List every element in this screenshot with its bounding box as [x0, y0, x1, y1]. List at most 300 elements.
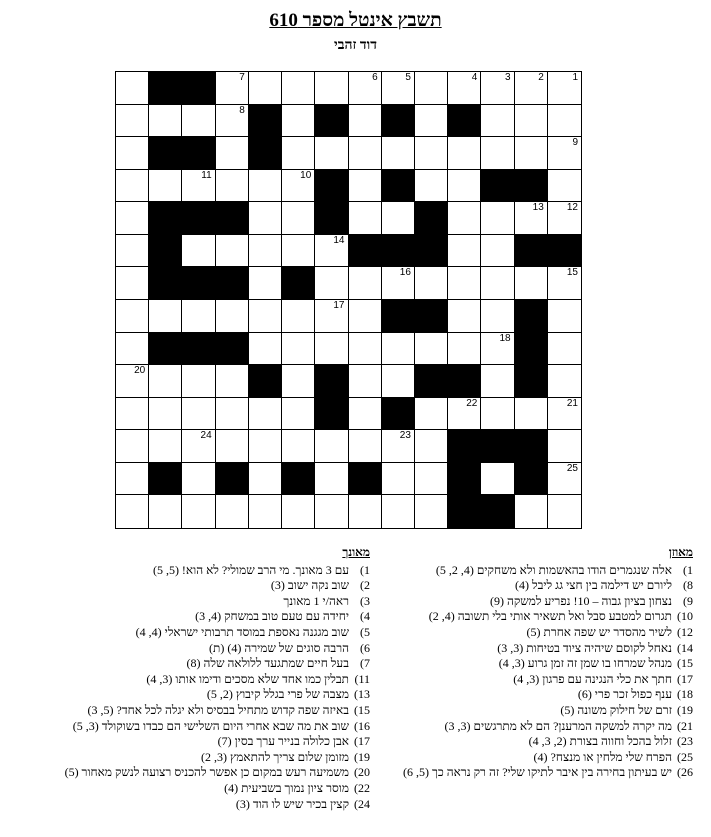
grid-cell[interactable] — [182, 398, 215, 431]
grid-cell[interactable] — [481, 105, 514, 138]
grid-cell[interactable] — [315, 267, 348, 300]
clue-number-label: 3) — [360, 593, 370, 608]
grid-cell[interactable] — [415, 105, 448, 138]
clue-text: שוב נקה ישוב (3) — [270, 578, 349, 593]
grid-cell[interactable] — [116, 430, 149, 463]
grid-cell[interactable] — [382, 72, 415, 105]
grid-cell[interactable] — [216, 300, 249, 333]
black-square — [315, 398, 348, 431]
grid-cell[interactable] — [548, 137, 581, 170]
clue-number: 1 — [572, 72, 578, 83]
black-square — [149, 202, 182, 235]
grid-cell[interactable] — [481, 235, 514, 268]
grid-cell[interactable] — [548, 430, 581, 463]
grid-cell[interactable] — [448, 267, 481, 300]
black-square — [448, 495, 481, 528]
down-clue — [48, 563, 370, 579]
clue-number-label: 11) — [354, 671, 370, 686]
clue-text: זלול בהכל וחווה בצורת (2, 3, 4) — [528, 734, 672, 749]
grid-cell[interactable] — [116, 495, 149, 528]
grid-cell[interactable] — [349, 105, 382, 138]
grid-cell[interactable] — [249, 72, 282, 105]
clue-number-label: 10) — [677, 609, 693, 624]
grid-cell[interactable] — [481, 365, 514, 398]
clue-number: 10 — [300, 169, 312, 181]
grid-cell[interactable] — [149, 495, 182, 528]
grid-cell[interactable] — [415, 333, 448, 366]
clue-text: משמיעה רעש במקום כן אפשר להכניס רצועה לנשק מאחור (5) — [64, 765, 349, 780]
grid-cell[interactable] — [216, 398, 249, 431]
grid-cell[interactable] — [315, 300, 348, 333]
across-clue — [375, 641, 693, 657]
grid-cell[interactable] — [349, 430, 382, 463]
clue-number: 22 — [466, 397, 478, 409]
black-square — [149, 137, 182, 170]
grid-cell[interactable] — [282, 333, 315, 366]
black-square — [182, 137, 215, 170]
clue-text: עם 3 מאונך. מי הרב שמולי? לא הוא! (5, 5) — [152, 562, 349, 577]
grid-cell[interactable] — [382, 202, 415, 235]
clue-number-label: 19) — [677, 702, 693, 717]
grid-cell[interactable] — [481, 300, 514, 333]
across-clue — [375, 687, 693, 703]
grid-cell[interactable] — [515, 495, 548, 528]
clue-number-label: 14) — [677, 640, 693, 655]
black-square — [249, 365, 282, 398]
grid-cell[interactable] — [182, 463, 215, 496]
clue-text: נאחל לקוסם שיהיה ציוד בטיחות (3, 3) — [497, 640, 672, 655]
black-square — [382, 300, 415, 333]
grid-cell[interactable] — [382, 137, 415, 170]
across-clues — [375, 545, 693, 781]
grid-cell[interactable] — [149, 398, 182, 431]
grid-cell[interactable] — [182, 430, 215, 463]
grid-cell[interactable] — [116, 267, 149, 300]
black-square — [382, 398, 415, 431]
black-square — [349, 235, 382, 268]
grid-cell[interactable] — [548, 398, 581, 431]
grid-cell[interactable] — [282, 137, 315, 170]
grid-cell[interactable] — [382, 365, 415, 398]
across-clue — [375, 594, 693, 610]
grid-cell[interactable] — [548, 267, 581, 300]
clue-text: יש בעיתון בחירה בין איבר לתיקו שלי? זה רק נראה כך (5, 6) — [402, 765, 672, 780]
grid-cell[interactable] — [349, 333, 382, 366]
grid-cell[interactable] — [282, 72, 315, 105]
down-clue — [48, 703, 370, 719]
grid-cell[interactable] — [481, 398, 514, 431]
clue-number: 8 — [239, 104, 245, 116]
clue-number-label: 8) — [683, 578, 693, 593]
grid-cell[interactable] — [282, 300, 315, 333]
grid-cell[interactable] — [249, 170, 282, 203]
grid-cell[interactable] — [481, 333, 514, 366]
black-square — [415, 300, 448, 333]
grid-cell[interactable] — [116, 170, 149, 203]
grid-cell[interactable] — [216, 235, 249, 268]
down-clue — [48, 734, 370, 750]
grid-cell[interactable] — [216, 137, 249, 170]
puzzle-author: דוד זהבי — [334, 38, 377, 53]
grid-cell[interactable] — [249, 398, 282, 431]
across-clue — [375, 703, 693, 719]
grid-cell[interactable] — [182, 170, 215, 203]
across-clue — [375, 765, 693, 781]
clue-number-label: 2) — [360, 578, 370, 593]
down-heading: מאונך — [342, 545, 370, 559]
black-square — [481, 495, 514, 528]
grid-cell[interactable] — [515, 105, 548, 138]
grid-cell[interactable] — [282, 202, 315, 235]
black-square — [249, 105, 282, 138]
clue-text: יחידה עם טעם טוב במשחק (4, 3) — [195, 609, 349, 624]
black-square — [515, 235, 548, 268]
down-clue-list — [48, 563, 370, 813]
grid-cell[interactable] — [216, 495, 249, 528]
grid-cell[interactable] — [149, 105, 182, 138]
black-square — [448, 463, 481, 496]
clue-number: 11 — [201, 169, 212, 181]
grid-cell[interactable] — [382, 267, 415, 300]
black-square — [182, 267, 215, 300]
grid-cell[interactable] — [315, 495, 348, 528]
clue-number-label: 19) — [354, 749, 370, 764]
clue-number: 18 — [499, 332, 511, 344]
grid-cell[interactable] — [282, 170, 315, 203]
black-square — [149, 267, 182, 300]
black-square — [149, 235, 182, 268]
grid-cell[interactable] — [415, 430, 448, 463]
clue-text: מנהל שמרחו בו שמן זה זמן גרוע (3, 4) — [498, 656, 672, 671]
grid-cell[interactable] — [515, 267, 548, 300]
grid-cell[interactable] — [249, 267, 282, 300]
grid-cell[interactable] — [448, 137, 481, 170]
black-square — [515, 365, 548, 398]
black-square — [548, 235, 581, 268]
clue-number: 15 — [566, 267, 578, 279]
grid-cell[interactable] — [282, 495, 315, 528]
grid-cell[interactable] — [349, 137, 382, 170]
clue-text: אלה שנגמרים הודו בהאשמות ולא משחקים (4, 2, 5) — [435, 562, 672, 577]
grid-cell[interactable] — [282, 430, 315, 463]
clue-text: זרם של חילוק משונה (5) — [560, 702, 672, 717]
grid-cell[interactable] — [415, 495, 448, 528]
grid-cell[interactable] — [415, 137, 448, 170]
clue-number: 3 — [505, 72, 511, 83]
black-square — [315, 105, 348, 138]
down-clue — [48, 578, 370, 594]
grid-cell[interactable] — [415, 267, 448, 300]
black-square — [515, 333, 548, 366]
clue-text: ליורם יש דילמה בין חצי גג ליבל (4) — [515, 578, 672, 593]
grid-cell[interactable] — [116, 300, 149, 333]
across-heading: מאוזן — [668, 545, 693, 559]
grid-cell[interactable] — [382, 333, 415, 366]
grid-cell[interactable] — [315, 333, 348, 366]
black-square — [415, 202, 448, 235]
clue-number-label: 4) — [360, 609, 370, 624]
grid-cell[interactable] — [349, 398, 382, 431]
grid-cell[interactable] — [249, 430, 282, 463]
grid-cell[interactable] — [116, 137, 149, 170]
grid-cell[interactable] — [282, 365, 315, 398]
grid-cell[interactable] — [182, 105, 215, 138]
down-clues — [48, 545, 370, 812]
grid-cell[interactable] — [382, 430, 415, 463]
grid-cell[interactable] — [415, 170, 448, 203]
grid-cell[interactable] — [548, 495, 581, 528]
grid-cell[interactable] — [481, 137, 514, 170]
clue-text: ענף כפול זכר פרי (6) — [577, 687, 672, 702]
grid-cell[interactable] — [216, 72, 249, 105]
grid-cell[interactable] — [249, 463, 282, 496]
black-square — [448, 105, 481, 138]
grid-cell[interactable] — [282, 398, 315, 431]
grid-cell[interactable] — [282, 235, 315, 268]
clue-number-label: 1) — [360, 562, 370, 577]
grid-cell[interactable] — [515, 398, 548, 431]
grid-cell[interactable] — [182, 495, 215, 528]
clue-text: באיזה שפה קדוש מתחיל בבסיס ולא יגלה לכל אחד? (5, 3) — [87, 702, 349, 717]
grid-cell[interactable] — [415, 398, 448, 431]
clue-number-label: 18) — [677, 687, 693, 702]
clue-number: 6 — [372, 72, 378, 83]
grid-cell[interactable] — [249, 235, 282, 268]
black-square — [149, 463, 182, 496]
clue-number: 20 — [134, 365, 146, 377]
grid-cell[interactable] — [249, 202, 282, 235]
black-square — [149, 72, 182, 105]
clue-number-label: 12) — [677, 624, 693, 639]
grid-cell[interactable] — [349, 365, 382, 398]
clue-number-label: 22) — [354, 780, 370, 795]
clue-number-label: 21) — [677, 718, 693, 733]
clue-number-label: 16) — [354, 718, 370, 733]
down-clue — [48, 594, 370, 610]
grid-cell[interactable] — [149, 430, 182, 463]
clue-number-label: 15) — [354, 702, 370, 717]
grid-cell[interactable] — [515, 202, 548, 235]
down-clue — [48, 797, 370, 813]
across-clue — [375, 734, 693, 750]
grid-cell[interactable] — [149, 300, 182, 333]
grid-cell[interactable] — [282, 105, 315, 138]
clue-number-label: 6) — [360, 640, 370, 655]
grid-cell[interactable] — [415, 72, 448, 105]
down-clue — [48, 781, 370, 797]
grid-cell[interactable] — [149, 365, 182, 398]
clue-number-label: 1) — [683, 562, 693, 577]
grid-cell[interactable] — [315, 463, 348, 496]
down-clue — [48, 625, 370, 641]
clue-number: 14 — [333, 234, 345, 246]
clue-number-label: 13) — [354, 687, 370, 702]
grid-cell[interactable] — [548, 202, 581, 235]
black-square — [382, 105, 415, 138]
grid-cell[interactable] — [182, 365, 215, 398]
grid-cell[interactable] — [515, 137, 548, 170]
grid-cell[interactable] — [448, 72, 481, 105]
clue-text: אבן כלולה בנייר ערך בסין (7) — [217, 734, 349, 749]
black-square — [515, 430, 548, 463]
grid-cell[interactable] — [349, 170, 382, 203]
clue-number: 4 — [471, 72, 478, 83]
black-square — [349, 463, 382, 496]
across-clue — [375, 563, 693, 579]
grid-cell[interactable] — [448, 170, 481, 203]
clue-text: חתך את כלי הנגינה עם פרגון (3, 4) — [513, 671, 672, 686]
grid-cell[interactable] — [548, 300, 581, 333]
grid-cell[interactable] — [515, 72, 548, 105]
black-square — [282, 267, 315, 300]
grid-cell[interactable] — [116, 463, 149, 496]
down-clue — [48, 609, 370, 625]
grid-cell[interactable] — [481, 202, 514, 235]
grid-cell[interactable] — [116, 365, 149, 398]
down-clue — [48, 672, 370, 688]
clue-number-label: 5) — [360, 624, 370, 639]
grid-cell[interactable] — [349, 300, 382, 333]
grid-cell[interactable] — [448, 333, 481, 366]
clue-number: 21 — [566, 397, 578, 409]
black-square — [315, 170, 348, 203]
grid-cell[interactable] — [315, 235, 348, 268]
clue-number-label: 7) — [360, 656, 370, 671]
clue-number: 9 — [572, 137, 578, 149]
down-clue — [48, 765, 370, 781]
clue-text: ראה/י 1 מאונך — [283, 593, 349, 608]
black-square — [315, 202, 348, 235]
clue-number: 16 — [399, 267, 411, 279]
clue-number-label: 24) — [354, 796, 370, 811]
clue-number: 23 — [399, 430, 411, 442]
grid-cell[interactable] — [548, 365, 581, 398]
grid-cell[interactable] — [448, 398, 481, 431]
grid-cell[interactable] — [382, 495, 415, 528]
down-clue — [48, 641, 370, 657]
clue-number: 17 — [333, 300, 345, 311]
grid-cell[interactable] — [116, 235, 149, 268]
clue-text: מצבה של פרי בגלל קיבוץ (2, 5) — [206, 687, 349, 702]
grid-cell[interactable] — [149, 170, 182, 203]
clue-number: 13 — [532, 202, 544, 214]
clue-text: מוסר ציון נמוך בשביעית (4) — [224, 780, 349, 795]
grid-cell[interactable] — [448, 235, 481, 268]
clue-number: 24 — [200, 430, 212, 442]
grid-cell[interactable] — [349, 202, 382, 235]
grid-cell[interactable] — [349, 495, 382, 528]
across-clue-list — [375, 563, 693, 781]
grid-cell[interactable] — [548, 72, 581, 105]
grid-cell[interactable] — [481, 72, 514, 105]
grid-cell[interactable] — [116, 202, 149, 235]
black-square — [515, 463, 548, 496]
grid-cell[interactable] — [382, 463, 415, 496]
black-square — [216, 267, 249, 300]
grid-cell[interactable] — [249, 300, 282, 333]
black-square — [282, 463, 315, 496]
black-square — [382, 170, 415, 203]
clue-number-label: 25) — [677, 749, 693, 764]
grid-cell[interactable] — [315, 72, 348, 105]
grid-cell[interactable] — [116, 72, 149, 105]
grid-cell[interactable] — [448, 300, 481, 333]
clue-text: תבלין כמו אחד שלא מסכים ודימו אותו (3, 4) — [146, 671, 349, 686]
black-square — [249, 137, 282, 170]
across-clue — [375, 578, 693, 594]
black-square — [448, 365, 481, 398]
crossword-grid — [115, 71, 582, 529]
grid-cell[interactable] — [448, 202, 481, 235]
black-square — [216, 333, 249, 366]
clue-text: בעל חיים שמתגעד ללולאה שלה (8) — [186, 656, 349, 671]
grid-cell[interactable] — [415, 463, 448, 496]
black-square — [415, 365, 448, 398]
grid-cell[interactable] — [116, 105, 149, 138]
across-clue — [375, 609, 693, 625]
grid-cell[interactable] — [548, 170, 581, 203]
clue-number-label: 23) — [677, 734, 693, 749]
clue-text: נצחון בציון גבוה – 10! נפריע למשקה (9) — [489, 593, 672, 608]
grid-cell[interactable] — [249, 495, 282, 528]
black-square — [481, 170, 514, 203]
black-square — [315, 365, 348, 398]
clue-text: תגרום למטבע סבל ואל תשאיר אותי בלי תשובה (4, 2) — [428, 609, 672, 624]
grid-cell[interactable] — [216, 430, 249, 463]
grid-cell[interactable] — [481, 463, 514, 496]
grid-cell[interactable] — [315, 137, 348, 170]
grid-cell[interactable] — [548, 105, 581, 138]
clue-number: 12 — [566, 202, 578, 214]
black-square — [382, 235, 415, 268]
grid-cell[interactable] — [349, 72, 382, 105]
black-square — [515, 300, 548, 333]
grid-cell[interactable] — [216, 105, 249, 138]
clue-number-label: 17) — [677, 671, 693, 686]
grid-cell[interactable] — [548, 333, 581, 366]
across-clue — [375, 672, 693, 688]
grid-cell[interactable] — [116, 398, 149, 431]
clue-text: הרבה סוגים של שמירה (4) (ת) — [209, 640, 349, 655]
grid-cell[interactable] — [116, 333, 149, 366]
black-square — [415, 235, 448, 268]
black-square — [481, 430, 514, 463]
clue-number: 2 — [538, 72, 544, 83]
clue-number-label: 26) — [677, 765, 693, 780]
black-square — [448, 430, 481, 463]
grid-cell[interactable] — [216, 170, 249, 203]
across-clue — [375, 750, 693, 766]
clue-text: שוב מגגנה נאספת במוסד תרבותי ישראלי (4, 4) — [135, 624, 349, 639]
clue-number-label: 9) — [683, 593, 693, 608]
down-clue — [48, 719, 370, 735]
grid-cell[interactable] — [216, 365, 249, 398]
down-clue — [48, 750, 370, 766]
clue-number: 5 — [405, 72, 411, 83]
down-clue — [48, 687, 370, 703]
across-clue — [375, 719, 693, 735]
clue-number-label: 20) — [354, 765, 370, 780]
grid-cell[interactable] — [548, 463, 581, 496]
black-square — [182, 202, 215, 235]
grid-cell[interactable] — [249, 333, 282, 366]
grid-cell[interactable] — [481, 267, 514, 300]
grid-cell[interactable] — [349, 267, 382, 300]
grid-cell[interactable] — [182, 235, 215, 268]
grid-cell[interactable] — [315, 430, 348, 463]
grid-cell[interactable] — [182, 300, 215, 333]
clue-text: מה יקרה למשקה המרענן? הם לא מתרגשים (3, 3) — [444, 718, 672, 733]
